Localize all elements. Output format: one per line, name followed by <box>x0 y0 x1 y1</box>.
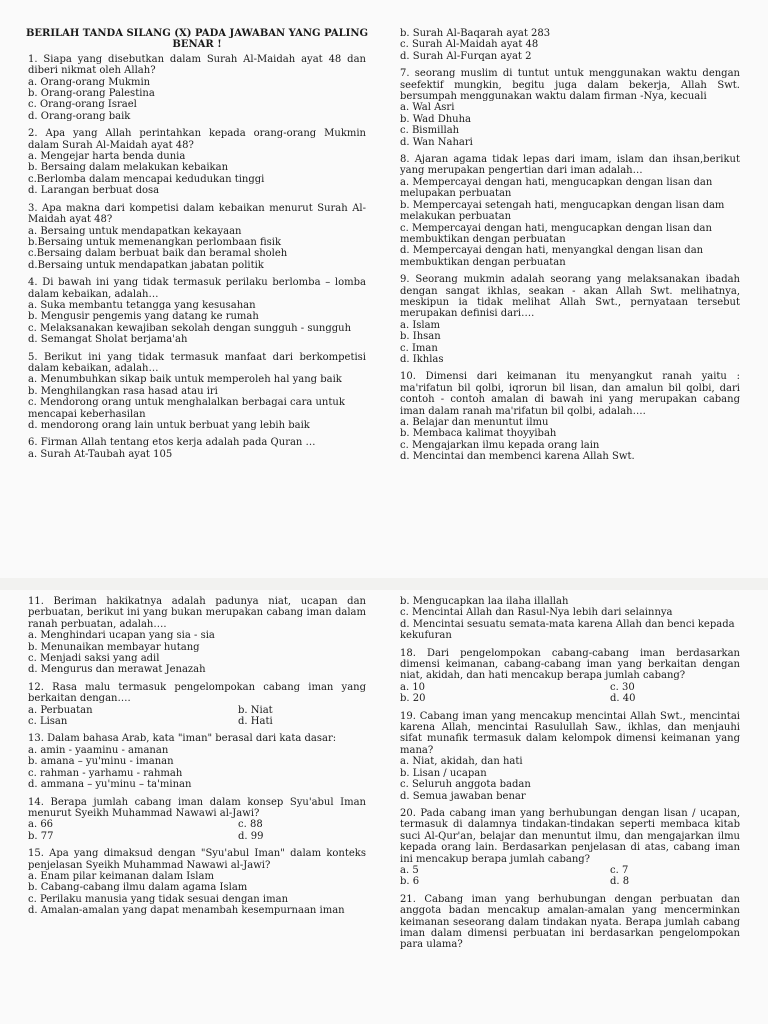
question <box>28 54 366 122</box>
answer-option[interactable]: a. Islam <box>400 319 441 331</box>
answer-option[interactable]: d. Mengurus dan merawat Jenazah <box>28 664 206 676</box>
answer-option[interactable]: c. Menjadi saksi yang adil <box>28 653 160 665</box>
answer-option[interactable]: b. Lisan / ucapan <box>400 767 487 779</box>
answer-option[interactable]: d. Ikhlas <box>400 353 444 365</box>
answer-option[interactable]: a. Wal Asri <box>400 102 455 114</box>
answer-option[interactable]: c.Berlomba dalam mencapai kedudukan tinggi <box>28 173 265 185</box>
answer-option[interactable]: c. Lisan <box>28 716 68 728</box>
answer-option[interactable]: d. Semua jawaban benar <box>400 790 526 802</box>
question-text: 21. Cabang iman yang berhubungan dengan perbuatan dan anggota badan mencakup amalan-amalan yang mencerminkan keimanan seseorang dalam tindakan nyata. Berapa jumlah cabang iman dalam dimensi perbuatan ini berdasarkan pengelompokan para ulama? <box>400 893 740 951</box>
question-text: 10. Dimensi dari keimanan itu menyangkut ranah yaitu : ma'rifatun bil qolbi, iqrorun bil lisan, dan amalun bil qolbi, dari contoh - contoh amalan di bawah ini yang merupakan cabang iman dalam ranah ma'rifatun bil qolbi, adalah…. <box>400 371 740 417</box>
question <box>28 797 366 843</box>
question <box>28 203 366 271</box>
answer-option[interactable]: c. rahman - yarhamu - rahmah <box>28 767 183 779</box>
answer-options <box>400 865 740 888</box>
question <box>400 274 740 365</box>
question <box>400 154 740 268</box>
question <box>28 437 366 460</box>
answer-option[interactable]: c. Surah Al-Maidah ayat 48 <box>400 39 539 51</box>
question-text: 2. Apa yang Allah perintahkan kepada orang-orang Mukmin dalam Surah Al-Maidah ayat 48? <box>28 128 366 151</box>
answer-option[interactable]: a. amin - yaaminu - amanan <box>28 744 169 756</box>
answer-option[interactable]: c. Orang-orang Israel <box>28 99 137 111</box>
answer-option[interactable]: c. Mempercayai dengan hati, mengucapkan dengan lisan dan membuktikan dengan perbuatan <box>400 222 712 245</box>
answer-option[interactable]: c. Iman <box>400 342 438 354</box>
answer-option[interactable]: d. mendorong orang lain untuk berbuat yang lebih baik <box>28 420 310 431</box>
answer-option[interactable]: c.Bersaing dalam berbuat baik dan beramal sholeh <box>28 248 288 260</box>
answer-option[interactable]: d. Wan Nahari <box>400 136 473 148</box>
answer-option[interactable]: a. Orang-orang Mukmin <box>28 76 151 88</box>
question <box>28 277 366 345</box>
column-left <box>25 28 369 466</box>
question-text: 19. Cabang iman yang mencakup mencintai Allah Swt., mencintai karena Allah, mencintai Rasulullah Saw., ikhlas, dan menjauhi sifat munafik termasuk dalam kelompok dimensi keimanan yang mana? <box>400 710 740 756</box>
answer-option[interactable]: c. 88 <box>238 819 263 831</box>
answer-option[interactable]: d. Surah Al-Furqan ayat 2 <box>400 50 532 62</box>
question-text: 9. Seorang mukmin adalah seorang yang melaksanakan ibadah dengan sangat ikhlas, seakan - akan Allah Swt. melihatnya, meskipun ia tidak melihat Allah Swt., pernyataan tersebut merupakan definisi dari…. <box>400 274 740 320</box>
answer-option[interactable]: a. Menghindari ucapan yang sia - sia <box>28 630 215 642</box>
answer-option[interactable]: b. 6 <box>400 876 420 888</box>
question-text: 5. Berikut ini yang tidak termasuk manfaat dari berkompetisi dalam kebaikan, adalah… <box>28 351 366 374</box>
question <box>400 68 740 148</box>
question <box>400 808 740 888</box>
question-text: 13. Dalam bahasa Arab, kata "iman" berasal dari kata dasar: <box>28 733 337 745</box>
answer-option[interactable]: a. Enam pilar keimanan dalam Islam <box>28 870 214 882</box>
question-17-continued <box>400 596 740 642</box>
question-text: 4. Di bawah ini yang tidak termasuk perilaku berlomba – lomba dalam kebaikan, adalah… <box>28 277 366 300</box>
answer-option[interactable]: c. Mengajarkan ilmu kepada orang lain <box>400 439 600 451</box>
answer-option[interactable]: b. Mengucapkan laa ilaha illallah <box>400 596 569 607</box>
answer-option[interactable]: b. Cabang-cabang ilmu dalam agama Islam <box>28 882 248 894</box>
answer-option[interactable]: a. Niat, akidah, dan hati <box>400 756 523 768</box>
question-text: 8. Ajaran agama tidak lepas dari imam, islam dan ihsan,berikut yang merupakan pengertian dari iman adalah… <box>400 154 740 177</box>
question <box>400 371 740 462</box>
question <box>400 648 740 705</box>
answer-option[interactable]: b. Menunaikan membayar hutang <box>28 641 200 653</box>
answer-option[interactable]: c. Bismillah <box>400 125 460 137</box>
answer-option[interactable]: d. Amalan-amalan yang dapat menambah kesempurnaan iman <box>28 905 345 917</box>
question-text: 18. Dari pengelompokan cabang-cabang iman berdasarkan dimensi keimanan, cabang-cabang iman yang berkaitan dengan niat, akidah, dan hati mencakup berapa jumlah cabang? <box>400 647 740 682</box>
answer-option[interactable]: b. Membaca kalimat thoyyibah <box>400 428 557 440</box>
answer-option[interactable]: d. Hati <box>238 716 273 728</box>
answer-option[interactable]: b. 20 <box>400 693 426 705</box>
question <box>28 848 366 916</box>
answer-option[interactable]: d. ammana – yu'minu – ta'minan <box>28 779 192 791</box>
question <box>400 711 740 802</box>
answer-option[interactable]: a. Belajar dan menuntut ilmu <box>400 417 549 428</box>
column-right <box>400 28 740 469</box>
answer-option[interactable]: b. Orang-orang Palestina <box>28 88 155 100</box>
question-text: 1. Siapa yang disebutkan dalam Surah Al-Maidah ayat 48 dan diberi nikmat oleh Allah? <box>28 53 366 77</box>
answer-option[interactable]: b.Bersaing untuk memenangkan perlombaan fisik <box>28 236 282 248</box>
answer-option[interactable]: a. Menumbuhkan sikap baik untuk memperoleh hal yang baik <box>28 374 342 386</box>
answer-option[interactable]: d. Orang-orang baik <box>28 110 131 122</box>
question-6-continued <box>400 28 740 62</box>
answer-option[interactable]: c. 7 <box>610 864 629 876</box>
answer-option[interactable]: c. Seluruh anggota badan <box>400 779 531 791</box>
answer-option[interactable]: d. Larangan berbuat dosa <box>28 185 160 197</box>
answer-option[interactable]: d. Mempercayai dengan hati, menyangkal dengan lisan dan membuktikan dengan perbuatan <box>400 245 704 268</box>
question <box>28 733 366 790</box>
answer-option[interactable]: a. 10 <box>400 681 426 693</box>
question-text: 12. Rasa malu termasuk pengelompokan cabang iman yang berkaitan dengan…. <box>28 681 366 705</box>
question-text: 14. Berapa jumlah cabang iman dalam konsep Syu'abul Iman menurut Syeikh Muhammad Nawawi al-Jawi? <box>28 796 366 819</box>
answer-option[interactable]: d. 8 <box>610 876 630 888</box>
question-text: 11. Beriman hakikatnya adalah padunya niat, ucapan dan perbuatan, berikut ini yang bukan merupakan cabang iman dalam ranah perbuatan, adalah…. <box>28 596 366 630</box>
answer-option[interactable]: c. 30 <box>610 681 635 693</box>
answer-options <box>28 705 366 728</box>
answer-option[interactable]: d. Mencintai dan membenci karena Allah Swt. <box>400 451 635 463</box>
answer-option[interactable]: c. Mendorong orang untuk menghalalkan berbagai cara untuk mencapai keberhasilan <box>28 397 345 420</box>
answer-option[interactable]: a. 5 <box>400 864 419 876</box>
answer-option[interactable]: d. 40 <box>610 693 636 705</box>
answer-option[interactable]: c. Melaksanakan kewajiban sekolah dengan sungguh - sungguh <box>28 322 352 334</box>
question <box>28 596 366 676</box>
answer-option[interactable]: d. 99 <box>238 830 264 842</box>
question-text: 15. Apa yang dimaksud dengan "Syu'abul Iman" dalam konteks penjelasan Syeikh Muhammad Nawawi al-Jawi? <box>28 848 366 871</box>
question-text: 20. Pada cabang iman yang berhubungan dengan lisan / ucapan, termasuk di dalamnya tindakan-tindakan seperti membaca kitab suci Al-Qur'an, belajar dan menuntut ilmu, dan mengajarkan ilmu kepada orang lain. Berdasarkan penjelasan di atas, cabang iman ini mencakup berapa jumlah cabang? <box>400 807 740 865</box>
answer-option[interactable]: b. Wad Dhuha <box>400 113 472 125</box>
answer-option[interactable]: a. Perbuatan <box>28 704 93 716</box>
answer-option[interactable]: c. Mencintai Allah dan Rasul-Nya lebih dari selainnya <box>400 607 673 619</box>
answer-option[interactable]: b. amana – yu'minu - imanan <box>28 756 174 768</box>
answer-option[interactable]: d. Semangat Sholat berjama'ah <box>28 334 188 346</box>
answer-option[interactable]: a. Bersaing untuk mendapatkan kekayaan <box>28 225 242 237</box>
column-right <box>400 596 740 957</box>
answer-option[interactable]: a. Mempercayai dengan hati, mengucapkan dengan lisan dan melupakan perbuatan <box>400 176 713 200</box>
question <box>28 128 366 196</box>
answer-option[interactable]: b. Mengusir pengemis yang datang ke rumah <box>28 311 259 323</box>
answer-option[interactable]: d. Mencintai sesuatu semata-mata karena Allah dan benci kepada kekufuran <box>400 618 735 642</box>
answer-option[interactable]: a. Suka membantu tetangga yang kesusahan <box>28 299 256 311</box>
question <box>400 894 740 951</box>
answer-option[interactable]: b. Niat <box>238 704 273 716</box>
answer-option[interactable]: b. Mempercayai setengah hati, mengucapkan dengan lisan dam melakukan perbuatan <box>400 199 725 223</box>
question-text: 3. Apa makna dari kompetisi dalam kebaikan menurut Surah Al-Maidah ayat 48? <box>28 202 366 226</box>
answer-option[interactable]: a. Mengejar harta benda dunia <box>28 151 186 163</box>
answer-option[interactable]: b. Surah Al-Baqarah ayat 283 <box>400 28 551 39</box>
question <box>28 352 366 432</box>
answer-option[interactable]: a. Surah At-Taubah ayat 105 <box>28 448 173 460</box>
column-left <box>28 596 366 923</box>
answer-option[interactable]: b. 77 <box>28 830 54 842</box>
question <box>28 682 366 728</box>
answer-option[interactable]: a. 66 <box>28 819 54 831</box>
answer-options <box>28 819 366 842</box>
answer-option[interactable]: d.Bersaing untuk mendapatkan jabatan politik <box>28 259 264 271</box>
worksheet-heading: BERILAH TANDA SILANG (X) PADA JAWABAN YANG PALING BENAR ! <box>25 28 369 51</box>
answer-option[interactable]: b. Menghilangkan rasa hasad atau iri <box>28 385 218 397</box>
answer-option[interactable]: b. Bersaing dalam melakukan kebaikan <box>28 162 229 174</box>
question-text: 6. Firman Allah tentang etos kerja adalah pada Quran … <box>28 437 316 449</box>
answer-option[interactable]: b. Ihsan <box>400 331 441 343</box>
worksheet-page-2 <box>0 590 768 1024</box>
answer-option[interactable]: c. Perilaku manusia yang tidak sesuai dengan iman <box>28 893 289 905</box>
question-text: 7. seorang muslim di tuntut untuk menggunakan waktu dengan seefektif mungkin, begitu juga dalam bekerja, Allah Swt. bersumpah menggunakan waktu dalam firman -Nya, kecuali <box>400 68 740 103</box>
answer-options <box>400 682 740 705</box>
